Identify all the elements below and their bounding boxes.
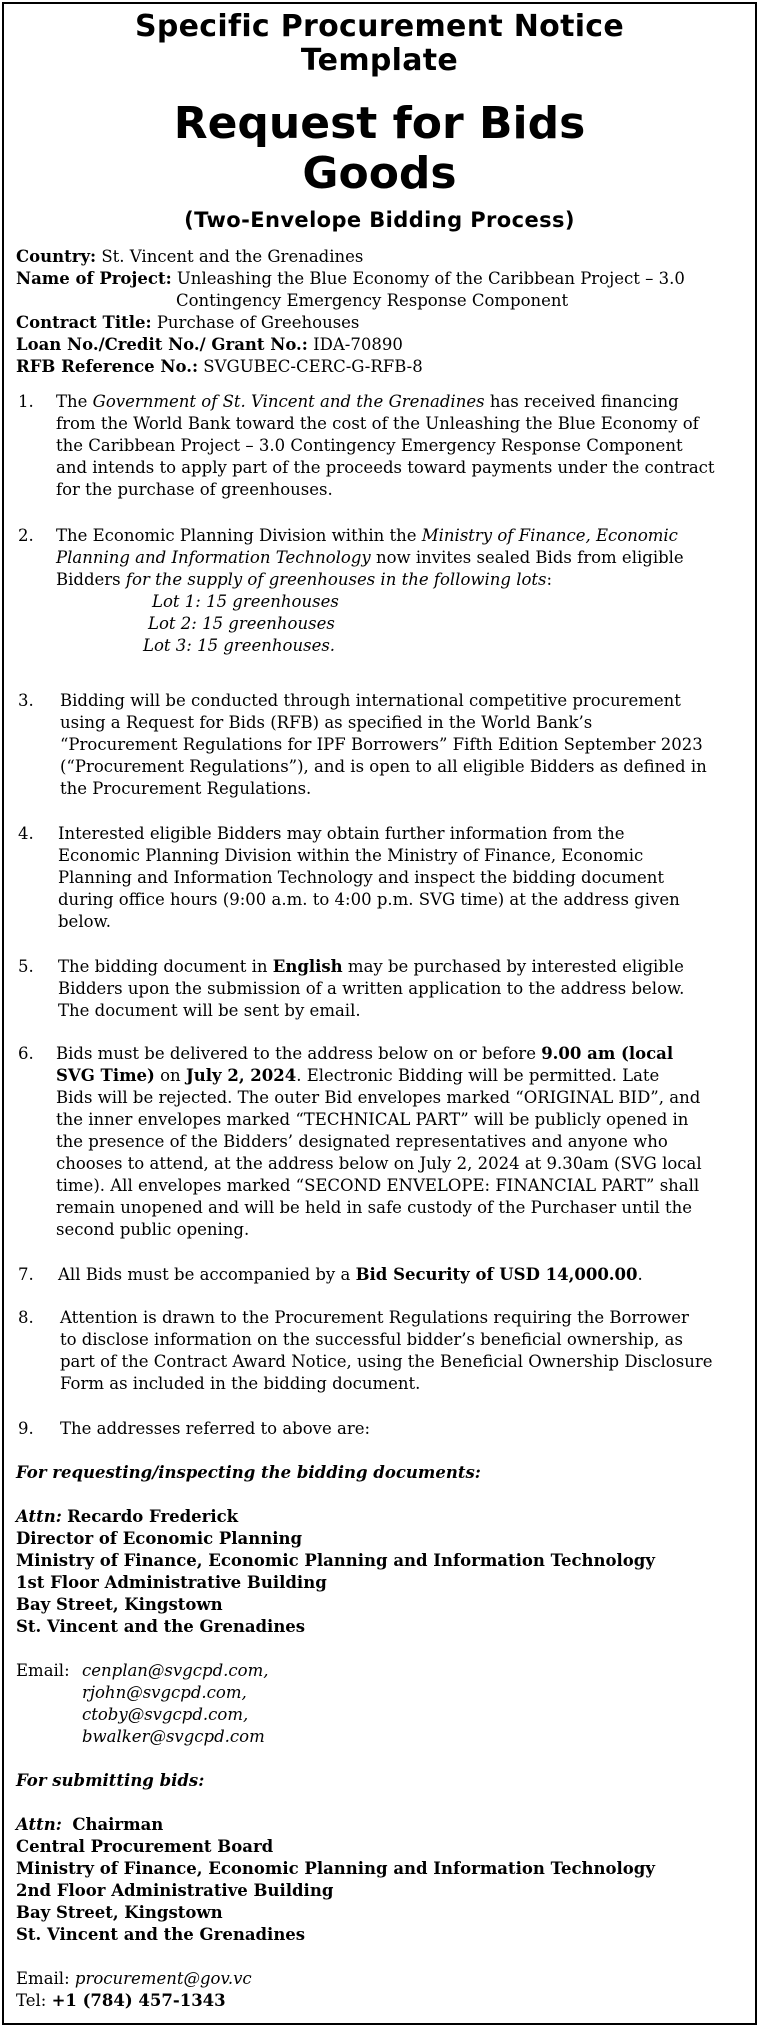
para1-line4: and intends to apply part of the proceeds toward payments under the contract	[56, 458, 715, 477]
para3-line5: the Procurement Regulations.	[60, 779, 312, 798]
para3-line3: “Procurement Regulations for IPF Borrowers” Fifth Edition September 2023	[60, 735, 703, 754]
lot-1: Lot 1: 15 greenhouses	[152, 592, 339, 611]
para9-number: 9.	[18, 1419, 34, 1438]
para6-deadline-time: 9.00 am (local	[541, 1044, 674, 1063]
phone-number[interactable]: +1 (784) 457-1343	[51, 1991, 226, 2010]
paragraph-8	[60, 1307, 713, 1395]
para2-text: The Economic Planning Division within the	[56, 526, 422, 545]
para5-text: may be purchased by interested eligible	[342, 957, 684, 976]
para2-text: Bidders	[56, 570, 126, 589]
lot-3: Lot 3: 15 greenhouses.	[143, 636, 336, 655]
para2-text: :	[546, 570, 553, 589]
address1-attn-name: Recardo Frederick	[67, 1507, 239, 1526]
address2-line5: Bay Street, Kingstown	[16, 1903, 223, 1922]
para6-line4: the inner envelopes marked “TECHNICAL PART” will be publicly opened in	[56, 1110, 689, 1129]
para5-text: The bidding document in	[58, 957, 273, 976]
address2-line4: 2nd Floor Administrative Building	[16, 1881, 334, 1900]
para6-text: on	[154, 1066, 186, 1085]
para6-line2	[56, 1065, 702, 1087]
loan-label: Loan No./Credit No./ Grant No.:	[16, 335, 308, 354]
country-label: Country:	[16, 247, 97, 266]
address2-line2: Central Procurement Board	[16, 1837, 274, 1856]
paragraph-2	[56, 525, 684, 591]
para4-line4: during office hours (9:00 a.m. to 4:00 p.m. SVG time) at the address given	[58, 890, 680, 909]
address1-email-label: Email:	[16, 1661, 70, 1680]
address1-line3: Ministry of Finance, Economic Planning and Information Technology	[16, 1551, 655, 1570]
rfb-label: RFB Reference No.:	[16, 357, 199, 376]
para5-line3: The document will be sent by email.	[58, 1001, 361, 1020]
para5-language: English	[272, 957, 343, 976]
para1-number: 1.	[18, 392, 34, 411]
para8-line2: to disclose information on the successful bidder’s beneficial ownership, as	[60, 1330, 683, 1349]
para8-number: 8.	[18, 1308, 34, 1327]
rfb-value: SVGUBEC-CERC-G-RFB-8	[203, 357, 423, 376]
loan-value: IDA-70890	[313, 335, 403, 354]
notice-title-line2: Template	[300, 43, 459, 78]
project-line	[16, 268, 685, 290]
address2-heading: For submitting bids:	[16, 1771, 205, 1790]
email-link[interactable]: procurement@gov.vc	[74, 1969, 252, 1988]
para6-text: . Electronic Bidding will be permitted. Late	[296, 1066, 660, 1085]
para6-line6: chooses to attend, at the address below on July 2, 2024 at 9.30am (SVG local	[56, 1154, 702, 1173]
para1-text: has received financing	[484, 392, 679, 411]
email-link[interactable]: ctoby@svgcpd.com,	[82, 1705, 249, 1724]
para6-deadline-date: July 2, 2024	[185, 1066, 297, 1085]
paragraph-6	[56, 1043, 702, 1241]
para3-number: 3.	[18, 691, 34, 710]
subheading: (Two-Envelope Bidding Process)	[184, 208, 575, 232]
para5-line2: Bidders upon the submission of a written application to the address below.	[58, 979, 685, 998]
rfb-line	[16, 356, 423, 378]
email-link[interactable]: rjohn@svgcpd.com,	[82, 1683, 247, 1702]
paragraph-4	[58, 823, 680, 933]
para6-line3: Bids will be rejected. The outer Bid envelopes marked “ORIGINAL BID”, and	[56, 1088, 701, 1107]
project-label: Name of Project:	[16, 269, 172, 288]
para4-line1: Interested eligible Bidders may obtain further information from the	[58, 824, 625, 843]
para6-text: Bids must be delivered to the address below on or before	[56, 1044, 542, 1063]
para1-text: The	[56, 392, 93, 411]
heading-line2: Goods	[302, 148, 457, 199]
contract-value: Purchase of Greehouses	[156, 313, 360, 332]
address2-line3: Ministry of Finance, Economic Planning and Information Technology	[16, 1859, 655, 1878]
contract-line	[16, 312, 359, 334]
para9-line1: The addresses referred to above are:	[60, 1419, 371, 1438]
country-value: St. Vincent and the Grenadines	[101, 247, 364, 266]
contract-label: Contract Title:	[16, 313, 152, 332]
notice-page	[2, 2, 757, 2025]
para2-text: now invites sealed Bids from eligible	[370, 548, 684, 567]
project-value-line2: Contingency Emergency Response Component	[176, 291, 569, 310]
para1-line2: from the World Bank toward the cost of the Unleashing the Blue Economy of	[56, 414, 699, 433]
para1-line3: the Caribbean Project – 3.0 Contingency Emergency Response Component	[56, 436, 683, 455]
para7-number: 7.	[18, 1265, 34, 1284]
address2-tel-line	[16, 1990, 226, 2012]
paragraph-3	[60, 690, 707, 800]
para6-line8: remain unopened and will be held in safe custody of the Purchaser until the	[56, 1198, 693, 1217]
address1-heading: For requesting/inspecting the bidding documents:	[16, 1463, 481, 1482]
paragraph-9	[60, 1418, 370, 1440]
address2-email-label: Email:	[16, 1969, 70, 1988]
para6-line5: the presence of the Bidders’ designated representatives and anyone who	[56, 1132, 668, 1151]
para6-line7: time). All envelopes marked “SECOND ENVELOPE: FINANCIAL PART” shall	[56, 1176, 700, 1195]
address1-line5: Bay Street, Kingstown	[16, 1595, 223, 1614]
para8-line1: Attention is drawn to the Procurement Regulations requiring the Borrower	[60, 1308, 689, 1327]
para5-line1	[58, 956, 684, 978]
loan-line	[16, 334, 403, 356]
para2-supply: for the supply of greenhouses in the following lots	[125, 570, 547, 589]
para4-line2: Economic Planning Division within the Ministry of Finance, Economic	[58, 846, 644, 865]
address1-attn-label: Attn:	[16, 1507, 62, 1526]
para2-line1	[56, 525, 684, 547]
para2-line2	[56, 547, 684, 569]
address2-attn	[16, 1814, 655, 1836]
address1-line6: St. Vincent and the Grenadines	[16, 1617, 306, 1636]
para3-line4: (“Procurement Regulations”), and is open to all eligible Bidders as defined in	[60, 757, 707, 776]
para6-line1	[56, 1043, 702, 1065]
para5-number: 5.	[18, 957, 34, 976]
lot-2: Lot 2: 15 greenhouses	[148, 614, 335, 633]
para2-line3	[56, 569, 684, 591]
para7-text: .	[637, 1265, 643, 1284]
para4-number: 4.	[18, 824, 34, 843]
para6-line9: second public opening.	[56, 1220, 250, 1239]
para2-number: 2.	[18, 526, 34, 545]
address2-attn-name: Chairman	[72, 1815, 164, 1834]
address1-attn	[16, 1506, 655, 1528]
para6-deadline-time-cont: SVG Time)	[56, 1066, 155, 1085]
address1-line2: Director of Economic Planning	[16, 1529, 303, 1548]
para1-government: Government of St. Vincent and the Grenadines	[92, 392, 485, 411]
para3-line2: using a Request for Bids (RFB) as specified in the World Bank’s	[60, 713, 593, 732]
para1-line5: for the purchase of greenhouses.	[56, 480, 333, 499]
para7-text: All Bids must be accompanied by a	[58, 1265, 356, 1284]
country-line	[16, 246, 363, 268]
email-link[interactable]: cenplan@svgcpd.com,	[82, 1661, 269, 1680]
paragraph-7	[58, 1264, 643, 1286]
heading-line1: Request for Bids	[173, 98, 586, 149]
para2-ministry-cont: Planning and Information Technology	[56, 548, 371, 567]
para4-line5: below.	[58, 912, 111, 931]
para1-line1	[56, 391, 715, 413]
project-value: Unleashing the Blue Economy of the Caribbean Project – 3.0	[176, 269, 685, 288]
address2-line6: St. Vincent and the Grenadines	[16, 1925, 306, 1944]
paragraph-5	[58, 956, 684, 1022]
address2-tel-label: Tel:	[16, 1991, 47, 2010]
address2-block	[16, 1814, 655, 1946]
address2-email-line	[16, 1968, 252, 1990]
para6-number: 6.	[18, 1044, 34, 1063]
address1-block	[16, 1506, 655, 1638]
para7-line1	[58, 1264, 643, 1286]
notice-title-line1: Specific Procurement Notice	[134, 9, 625, 44]
address2-attn-label: Attn:	[16, 1815, 62, 1834]
para3-line1: Bidding will be conducted through international competitive procurement	[60, 691, 681, 710]
para8-line3: part of the Contract Award Notice, using the Beneficial Ownership Disclosure	[60, 1352, 713, 1371]
paragraph-1	[56, 391, 715, 501]
para7-bid-security: Bid Security of USD 14,000.00	[355, 1265, 638, 1284]
address1-email-list	[82, 1660, 268, 1748]
para4-line3: Planning and Information Technology and inspect the bidding document	[58, 868, 665, 887]
para2-ministry: Ministry of Finance, Economic	[421, 526, 678, 545]
email-link[interactable]: bwalker@svgcpd.com	[82, 1727, 265, 1746]
address1-line4: 1st Floor Administrative Building	[16, 1573, 327, 1592]
para8-line4: Form as included in the bidding document.	[60, 1374, 421, 1393]
